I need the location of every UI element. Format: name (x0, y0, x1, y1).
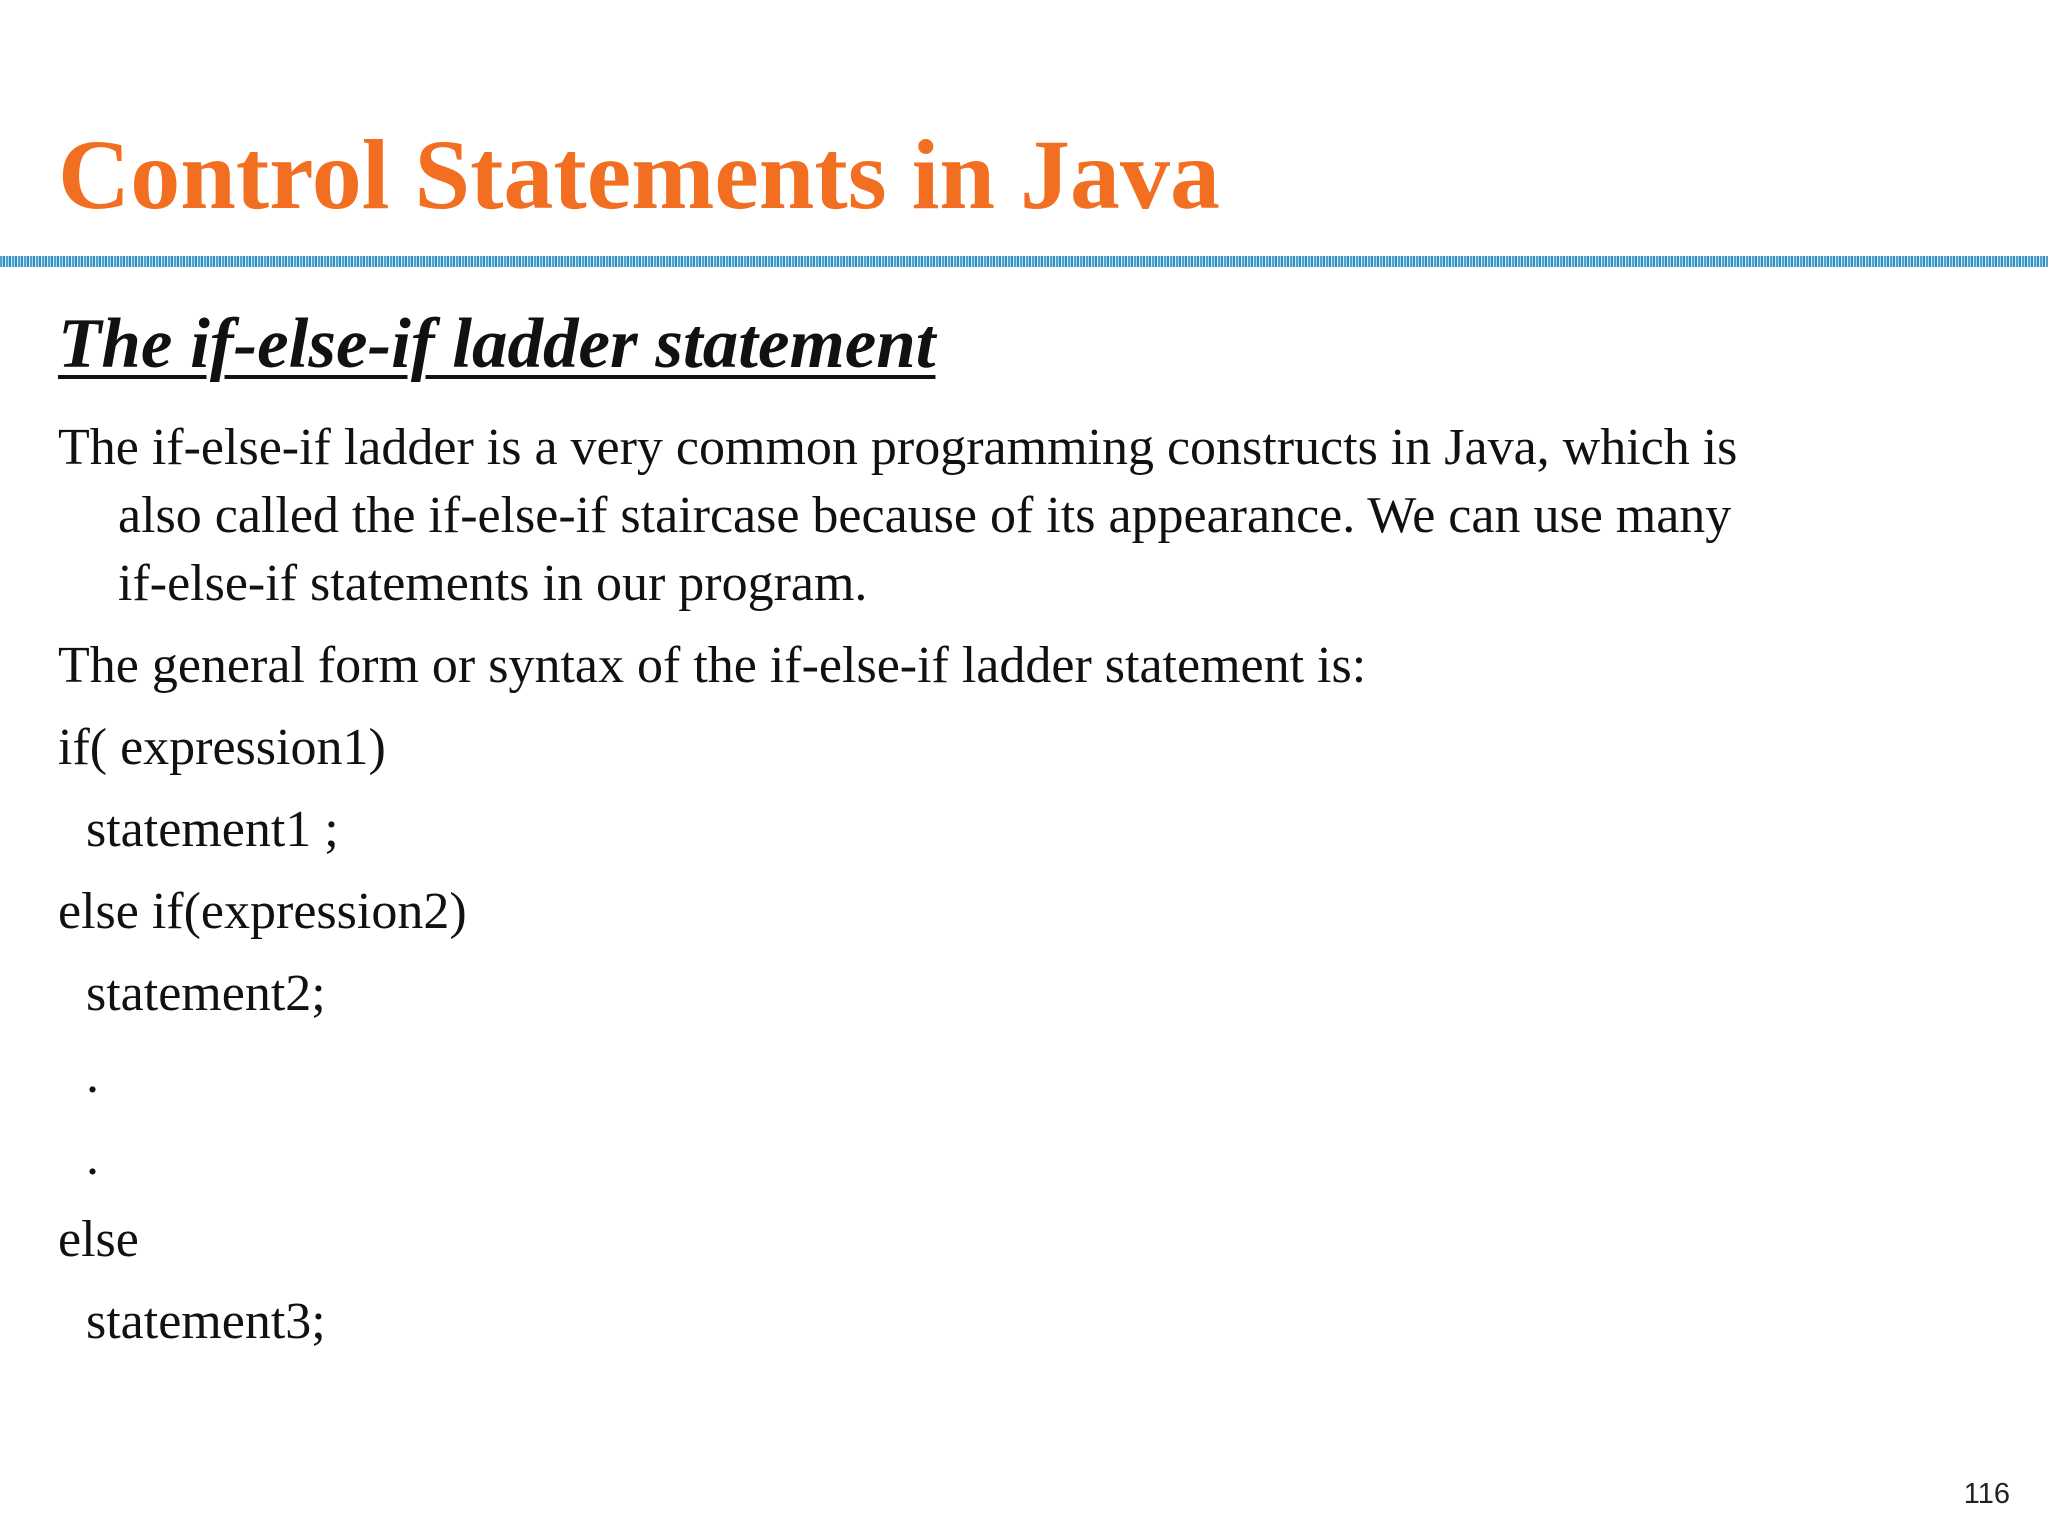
code-line: . (86, 1129, 99, 1186)
intro-line-1: The if-else-if ladder is a very common programming constructs in Java, which is (58, 419, 1738, 476)
code-line: . (86, 1047, 99, 1104)
page-number: 116 (1963, 1478, 2010, 1510)
title-divider (0, 256, 2048, 267)
intro-paragraph (58, 414, 1737, 618)
code-line: statement1 ; (86, 801, 339, 858)
syntax-intro: The general form or syntax of the if-else-if ladder statement is: (58, 637, 1367, 694)
intro-line-3: if-else-if statements in our program. (118, 555, 868, 612)
code-line: statement3; (86, 1293, 326, 1350)
code-line: else if(expression2) (58, 883, 467, 940)
intro-line-2: also called the if-else-if staircase because of its appearance. We can use many (118, 487, 1732, 544)
code-line: statement2; (86, 965, 326, 1022)
slide-title: Control Statements in Java (58, 119, 1221, 230)
code-line: else (58, 1211, 139, 1268)
section-subheading: The if-else-if ladder statement (58, 305, 936, 383)
code-line: if( expression1) (58, 719, 386, 776)
